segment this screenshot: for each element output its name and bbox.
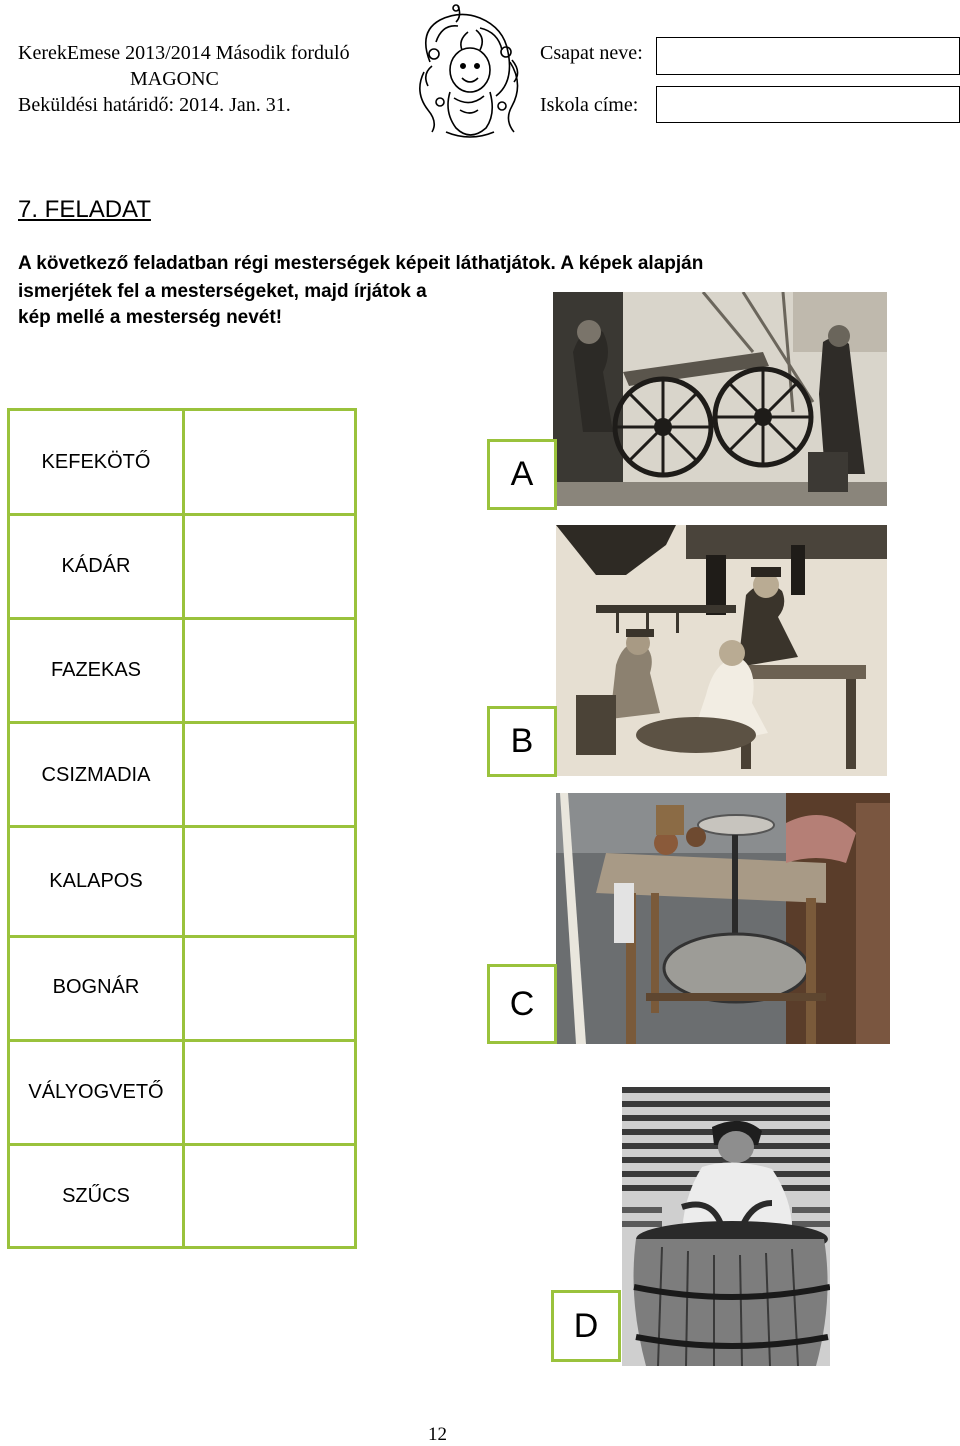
answer-cell[interactable]: [182, 935, 357, 1042]
photo-letter-box: [551, 1290, 621, 1362]
pottery-wheel-photo: [556, 793, 890, 1044]
trade-label-cell: [7, 721, 185, 828]
answer-cell[interactable]: [182, 617, 357, 724]
trade-label: KEFEKÖTŐ: [41, 450, 151, 473]
answer-cell[interactable]: [182, 825, 357, 938]
task-instruction-line-2: ismerjétek fel a mesterségeket, majd írjátok a: [18, 281, 427, 302]
trade-label-cell: [7, 935, 185, 1042]
answer-cell[interactable]: [182, 513, 357, 620]
trade-label-cell: [7, 1143, 185, 1249]
trade-label-cell: [7, 617, 185, 724]
cooper-barrel-photo: [622, 1087, 830, 1366]
photo-letter-box: [487, 706, 557, 777]
trade-label-cell: [7, 513, 185, 620]
page-number: 12: [428, 1424, 447, 1445]
trade-label: VÁLYOGVETŐ: [28, 1081, 164, 1103]
task-title: 7. FELADAT: [18, 196, 151, 223]
team-name-label: Csapat neve:: [540, 42, 643, 64]
task-instruction-line-3: kép mellé a mesterség nevét!: [18, 307, 283, 328]
answer-cell[interactable]: [182, 721, 357, 828]
answer-cell[interactable]: [182, 1143, 357, 1249]
trade-label-cell: [7, 1039, 185, 1146]
task-instruction-line-1: A következő feladatban régi mesterségek képeit láthatjátok. A képek alapján: [18, 253, 704, 274]
trade-label-cell: [7, 408, 185, 516]
answer-cell[interactable]: [182, 408, 357, 516]
photo-letter: A: [510, 455, 534, 493]
team-name-field[interactable]: [656, 37, 960, 75]
category-name: MAGONC: [130, 68, 219, 90]
answer-cell[interactable]: [182, 1039, 357, 1146]
shoemaker-photo: [556, 525, 887, 776]
photo-letter-box: [487, 439, 557, 510]
trade-label-cell: [7, 825, 185, 938]
fairy-logo-icon: [410, 2, 530, 142]
photo-letter: D: [573, 1306, 599, 1345]
competition-title: KerekEmese 2013/2014 Második forduló: [18, 42, 350, 64]
trade-label: FAZEKAS: [50, 659, 142, 681]
photo-letter: C: [509, 984, 535, 1023]
school-address-field[interactable]: [656, 86, 960, 123]
deadline-text: Beküldési határidő: 2014. Jan. 31.: [18, 94, 291, 116]
school-address-label: Iskola címe:: [540, 94, 639, 116]
trade-label: SZŰCS: [62, 1184, 130, 1207]
photo-letter-box: [487, 964, 557, 1044]
trade-label: CSIZMADIA: [41, 764, 151, 786]
photo-letter: B: [510, 722, 534, 760]
trade-label: KALAPOS: [49, 870, 143, 892]
wheelwright-photo: [553, 292, 887, 506]
trade-label: KÁDÁR: [61, 555, 131, 577]
trade-label: BOGNÁR: [52, 976, 140, 998]
